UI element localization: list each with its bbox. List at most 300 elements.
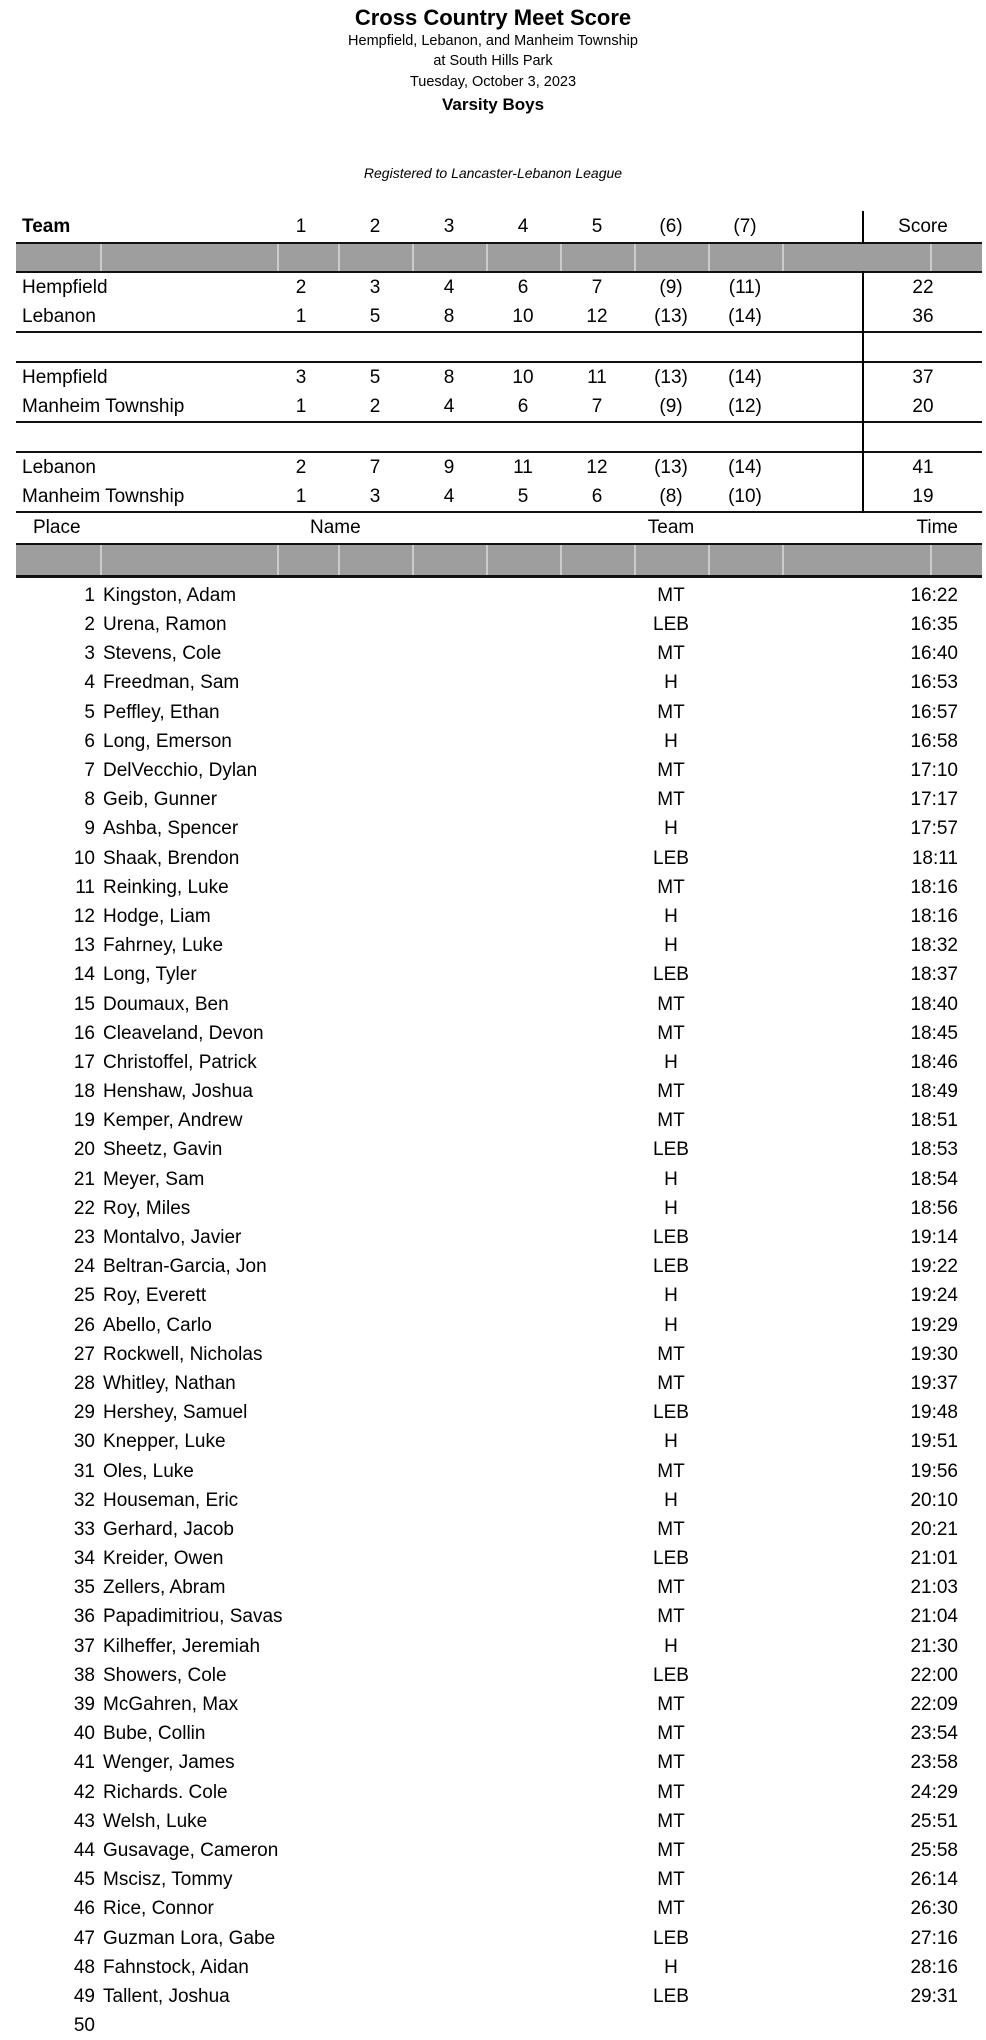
place-cell: 41 (73, 1752, 95, 1774)
runner-name-cell: Shaak, Brendon (103, 847, 240, 869)
place-number-cell: (8) (659, 485, 683, 507)
matchup-group (16, 363, 982, 421)
time-cell: 19:29 (910, 1314, 958, 1336)
result-row (16, 1019, 982, 1048)
place-number-header: (7) (733, 215, 757, 237)
band-cell-separator (277, 545, 279, 575)
runner-name-cell: Sheetz, Gavin (103, 1139, 223, 1161)
result-row (16, 1544, 982, 1573)
runner-name-cell: Hodge, Liam (103, 905, 211, 927)
place-number-cell: 11 (513, 456, 533, 478)
result-row (16, 1106, 982, 1135)
band-cell-separator (708, 244, 710, 271)
time-cell: 20:10 (910, 1489, 958, 1511)
runner-name-cell: Richards. Cole (103, 1781, 228, 1803)
runner-name-cell: Showers, Cole (103, 1664, 227, 1686)
place-number-cell: 7 (591, 395, 603, 417)
result-row (16, 581, 982, 610)
place-cell: 46 (73, 1898, 95, 1920)
band-cell-separator (930, 545, 932, 575)
place-cell: 40 (73, 1723, 95, 1745)
team-header-label: Team (22, 215, 71, 237)
band-cell-separator (100, 244, 102, 271)
runner-name-cell: Roy, Everett (103, 1285, 207, 1307)
place-number-cell: 8 (443, 305, 455, 327)
time-cell: 16:35 (910, 614, 958, 636)
time-cell: 19:30 (910, 1343, 958, 1365)
runner-name-cell: Doumaux, Ben (103, 993, 229, 1015)
team-score-cell: 36 (912, 305, 934, 327)
place-number-cell: 2 (295, 456, 307, 478)
team-abbrev-cell: LEB (653, 1927, 689, 1949)
result-row (16, 1865, 982, 1894)
result-row (16, 990, 982, 1019)
place-number-cell: 1 (295, 305, 307, 327)
runner-name-cell: Kemper, Andrew (103, 1110, 243, 1132)
team-abbrev-cell: MT (657, 701, 685, 723)
place-number-cell: 8 (443, 366, 455, 388)
result-row (16, 1661, 982, 1690)
result-row (16, 1894, 982, 1923)
runner-name-cell: Zellers, Abram (103, 1577, 226, 1599)
team-abbrev-cell: LEB (653, 1227, 689, 1249)
result-row (16, 1135, 982, 1164)
team-abbrev-cell: MT (657, 993, 685, 1015)
team-score-row (16, 302, 982, 331)
result-row (16, 1281, 982, 1310)
place-number-header: 1 (295, 215, 307, 237)
place-cell: 15 (73, 993, 95, 1015)
band-cell-separator (560, 244, 562, 271)
place-number-cell: (14) (728, 366, 762, 388)
meet-date-subtitle: Tuesday, October 3, 2023 (409, 73, 577, 90)
result-row (16, 2011, 982, 2040)
team-abbrev-cell: H (664, 1956, 678, 1978)
place-cell: 50 (73, 2015, 95, 2037)
band-cell-separator (782, 244, 784, 271)
registered-note: Registered to Lancaster-Lebanon League (363, 164, 623, 181)
result-row (16, 814, 982, 843)
team-score-row (16, 482, 982, 511)
team-name-cell: Lebanon (22, 456, 96, 478)
time-cell: 19:37 (910, 1372, 958, 1394)
place-cell: 5 (84, 701, 95, 723)
team-abbrev-cell: H (664, 1314, 678, 1336)
runner-name-cell: Cleaveland, Devon (103, 1022, 264, 1044)
team-abbrev-cell: MT (657, 1723, 685, 1745)
team-abbrev-cell: MT (657, 1781, 685, 1803)
place-number-cell: 3 (369, 276, 381, 298)
result-row (16, 756, 982, 785)
team-abbrev-cell: MT (657, 643, 685, 665)
team-score-cell: 22 (912, 276, 934, 298)
place-cell: 8 (84, 789, 95, 811)
result-row (16, 1194, 982, 1223)
place-cell: 1 (84, 584, 95, 606)
place-number-cell: 4 (443, 485, 455, 507)
place-cell: 24 (73, 1256, 95, 1278)
team-abbrev-cell: H (664, 1489, 678, 1511)
time-cell: 24:29 (910, 1781, 958, 1803)
time-cell: 17:10 (910, 760, 958, 782)
result-row (16, 1719, 982, 1748)
runner-name-cell: Kreider, Owen (103, 1548, 224, 1570)
time-cell: 25:58 (910, 1839, 958, 1861)
team-score-row (16, 392, 982, 421)
meet-location-subtitle: at South Hills Park (433, 53, 553, 70)
team-abbrev-cell: H (664, 935, 678, 957)
time-cell: 18:56 (910, 1197, 958, 1219)
team-abbrev-cell: H (664, 905, 678, 927)
team-abbrev-cell: MT (657, 1898, 685, 1920)
place-cell: 2 (84, 614, 95, 636)
result-row (16, 1748, 982, 1777)
place-cell: 39 (73, 1694, 95, 1716)
place-cell: 9 (84, 818, 95, 840)
band-cell-separator (338, 545, 340, 575)
time-cell: 19:51 (910, 1431, 958, 1453)
team-abbrev-cell: LEB (653, 1664, 689, 1686)
runner-name-cell: Henshaw, Joshua (103, 1081, 253, 1103)
team-abbrev-cell: MT (657, 789, 685, 811)
place-number-cell: 6 (517, 276, 529, 298)
team-name-cell: Hempfield (22, 276, 108, 298)
place-cell: 42 (73, 1781, 95, 1803)
place-number-cell: (14) (728, 305, 762, 327)
time-cell: 29:31 (910, 1985, 958, 2007)
place-cell: 33 (73, 1518, 95, 1540)
place-number-cell: 1 (295, 395, 307, 417)
time-cell: 18:37 (910, 964, 958, 986)
place-cell: 29 (73, 1402, 95, 1424)
result-row (16, 1632, 982, 1661)
time-cell: 18:54 (910, 1168, 958, 1190)
team-score-cell: 19 (912, 485, 934, 507)
place-cell: 28 (73, 1372, 95, 1394)
time-cell: 18:46 (910, 1051, 958, 1073)
place-cell: 43 (73, 1810, 95, 1832)
place-cell: 20 (73, 1139, 95, 1161)
runner-name-cell: Houseman, Eric (103, 1489, 239, 1511)
result-row (16, 727, 982, 756)
runner-name-cell: Whitley, Nathan (103, 1372, 236, 1394)
time-cell: 23:54 (910, 1723, 958, 1745)
place-cell: 32 (73, 1489, 95, 1511)
time-cell: 19:22 (910, 1256, 958, 1278)
place-cell: 38 (73, 1664, 95, 1686)
runner-name-cell: Beltran-Garcia, Jon (103, 1256, 267, 1278)
place-number-cell: 9 (443, 456, 455, 478)
team-abbrev-cell: MT (657, 1372, 685, 1394)
spacer-row (16, 423, 982, 451)
place-number-cell: 3 (295, 366, 307, 388)
result-row (16, 639, 982, 668)
team-abbrev-cell: MT (657, 1869, 685, 1891)
result-row (16, 1573, 982, 1602)
team-abbrev-cell: LEB (653, 1985, 689, 2007)
runner-name-cell: Christoffel, Patrick (103, 1051, 257, 1073)
band-cell-separator (338, 244, 340, 271)
band-cell-separator (486, 545, 488, 575)
runner-name-cell: Reinking, Luke (103, 876, 229, 898)
place-number-cell: (9) (659, 395, 683, 417)
place-cell: 7 (84, 760, 95, 782)
band-cell-separator (100, 545, 102, 575)
time-cell: 22:09 (910, 1694, 958, 1716)
team-table-header-row (16, 211, 982, 242)
time-cell: 23:58 (910, 1752, 958, 1774)
time-cell: 21:30 (910, 1635, 958, 1657)
team-score-row (16, 273, 982, 302)
team-abbrev-cell: LEB (653, 1256, 689, 1278)
place-cell: 27 (73, 1343, 95, 1365)
place-number-cell: 12 (586, 456, 608, 478)
place-cell: 12 (73, 905, 95, 927)
team-abbrev-cell: MT (657, 584, 685, 606)
team-abbrev-cell: LEB (653, 847, 689, 869)
place-number-cell: (11) (728, 276, 762, 298)
place-number-cell: 3 (369, 485, 381, 507)
place-number-cell: 4 (443, 395, 455, 417)
team-abbrev-cell: H (664, 730, 678, 752)
place-cell: 31 (73, 1460, 95, 1482)
runner-name-cell: Rice, Connor (103, 1898, 214, 1920)
team-column-header: Team (647, 516, 695, 538)
result-row (16, 1924, 982, 1953)
place-cell: 25 (73, 1285, 95, 1307)
team-abbrev-cell: H (664, 1635, 678, 1657)
band-cell-separator (634, 244, 636, 271)
runner-name-cell: Geib, Gunner (103, 789, 218, 811)
place-number-cell: 5 (517, 485, 529, 507)
time-cell: 19:14 (910, 1227, 958, 1249)
runner-name-cell: Bube, Collin (103, 1723, 206, 1745)
place-cell: 48 (73, 1956, 95, 1978)
result-row (16, 1048, 982, 1077)
runner-name-cell: Long, Tyler (103, 964, 197, 986)
place-cell: 35 (73, 1577, 95, 1599)
spacer-row (16, 333, 982, 361)
report-header (0, 0, 986, 116)
place-number-cell: 6 (517, 395, 529, 417)
result-row (16, 785, 982, 814)
result-row (16, 931, 982, 960)
team-name-cell: Manheim Township (22, 395, 185, 417)
place-cell: 17 (73, 1051, 95, 1073)
runner-name-cell: Rockwell, Nicholas (103, 1343, 263, 1365)
place-number-cell: (12) (728, 395, 762, 417)
time-cell: 16:40 (910, 643, 958, 665)
result-row (16, 1223, 982, 1252)
time-cell: 21:04 (910, 1606, 958, 1628)
place-cell: 34 (73, 1548, 95, 1570)
place-cell: 49 (73, 1985, 95, 2007)
team-abbrev-cell: H (664, 1431, 678, 1453)
place-number-cell: 10 (512, 305, 534, 327)
time-cell: 16:22 (910, 584, 958, 606)
time-column-header: Time (916, 516, 958, 538)
place-cell: 44 (73, 1839, 95, 1861)
team-name-cell: Manheim Township (22, 485, 185, 507)
place-cell: 3 (84, 643, 95, 665)
place-number-cell: 7 (591, 276, 603, 298)
result-row (16, 1427, 982, 1456)
time-cell: 25:51 (910, 1810, 958, 1832)
runner-name-cell: Stevens, Cole (103, 643, 222, 665)
result-row (16, 1311, 982, 1340)
team-score-row (16, 363, 982, 392)
runner-name-cell: Gerhard, Jacob (103, 1518, 234, 1540)
place-cell: 4 (84, 672, 95, 694)
team-abbrev-cell: H (664, 1285, 678, 1307)
time-cell: 18:51 (910, 1110, 958, 1132)
runner-name-cell: Kingston, Adam (103, 584, 237, 606)
runner-name-cell: Freedman, Sam (103, 672, 240, 694)
place-cell: 10 (73, 847, 95, 869)
team-abbrev-cell: H (664, 1051, 678, 1073)
division-title: Varsity Boys (441, 94, 545, 114)
result-row (16, 1077, 982, 1106)
team-score-cell: 37 (912, 366, 934, 388)
runner-name-cell: Mscisz, Tommy (103, 1869, 233, 1891)
place-number-cell: 5 (369, 366, 381, 388)
result-row (16, 1602, 982, 1631)
place-number-cell: (13) (654, 305, 688, 327)
place-number-cell: 2 (369, 395, 381, 417)
place-number-cell: 7 (369, 456, 381, 478)
time-cell: 26:14 (910, 1869, 958, 1891)
place-cell: 18 (73, 1081, 95, 1103)
time-cell: 20:21 (910, 1518, 958, 1540)
result-row (16, 698, 982, 727)
runner-name-cell: Roy, Miles (103, 1197, 191, 1219)
result-row (16, 1778, 982, 1807)
team-abbrev-cell: MT (657, 1081, 685, 1103)
place-column-header: Place (33, 516, 81, 538)
result-row (16, 902, 982, 931)
time-cell: 18:32 (910, 935, 958, 957)
band-cell-separator (930, 244, 932, 271)
team-abbrev-cell: H (664, 672, 678, 694)
place-cell: 11 (75, 876, 95, 898)
band-cell-separator (412, 244, 414, 271)
team-name-cell: Hempfield (22, 366, 108, 388)
place-number-cell: (10) (728, 485, 762, 507)
band-cell-separator (560, 545, 562, 575)
team-abbrev-cell: MT (657, 1694, 685, 1716)
place-cell: 36 (73, 1606, 95, 1628)
place-number-cell: (13) (654, 366, 688, 388)
runner-name-cell: Montalvo, Javier (103, 1227, 242, 1249)
result-row (16, 1340, 982, 1369)
place-number-header: 2 (369, 215, 381, 237)
band-cell-separator (708, 545, 710, 575)
score-header-label: Score (898, 215, 948, 237)
result-row (16, 1369, 982, 1398)
team-abbrev-cell: H (664, 1168, 678, 1190)
team-abbrev-cell: LEB (653, 1548, 689, 1570)
result-row (16, 1457, 982, 1486)
time-cell: 18:16 (910, 905, 958, 927)
meet-teams-subtitle: Hempfield, Lebanon, and Manheim Township (348, 33, 638, 49)
result-row (16, 1953, 982, 1982)
team-abbrev-cell: LEB (653, 614, 689, 636)
runner-name-cell: Wenger, James (103, 1752, 235, 1774)
team-abbrev-cell: LEB (653, 1402, 689, 1424)
place-number-cell: 6 (591, 485, 603, 507)
time-cell: 26:30 (910, 1898, 958, 1920)
place-cell: 30 (73, 1431, 95, 1453)
place-number-cell: 11 (587, 366, 607, 388)
team-score-table (16, 211, 982, 513)
result-row (16, 1836, 982, 1865)
time-cell: 16:53 (910, 672, 958, 694)
result-row (16, 1982, 982, 2011)
runner-name-cell: DelVecchio, Dylan (103, 760, 258, 782)
time-cell: 18:16 (910, 876, 958, 898)
place-number-header: 3 (443, 215, 455, 237)
band-cell-separator (634, 545, 636, 575)
result-row (16, 873, 982, 902)
runner-name-cell: Meyer, Sam (103, 1168, 205, 1190)
place-number-cell: (9) (659, 276, 683, 298)
runner-name-cell: Guzman Lora, Gabe (103, 1927, 276, 1949)
runner-name-cell: Oles, Luke (103, 1460, 194, 1482)
team-abbrev-cell: MT (657, 1577, 685, 1599)
place-cell: 22 (73, 1197, 95, 1219)
runner-name-cell: Fahnstock, Aidan (103, 1956, 249, 1978)
time-cell: 21:03 (910, 1577, 958, 1599)
time-cell: 17:17 (910, 789, 958, 811)
team-abbrev-cell: MT (657, 1810, 685, 1832)
runner-name-cell: Gusavage, Cameron (103, 1839, 279, 1861)
team-score-cell: 20 (912, 395, 934, 417)
team-abbrev-cell: MT (657, 1518, 685, 1540)
result-row (16, 1165, 982, 1194)
place-cell: 19 (73, 1110, 95, 1132)
runner-name-cell: Hershey, Samuel (103, 1402, 248, 1424)
time-cell: 27:16 (910, 1927, 958, 1949)
result-row (16, 960, 982, 989)
team-abbrev-cell: MT (657, 1110, 685, 1132)
runner-name-cell: Peffley, Ethan (103, 701, 220, 723)
place-number-cell: (13) (654, 456, 688, 478)
time-cell: 18:49 (910, 1081, 958, 1103)
band-cell-separator (412, 545, 414, 575)
team-abbrev-cell: H (664, 818, 678, 840)
team-score-row (16, 453, 982, 482)
gray-band (16, 244, 982, 271)
place-number-cell: (14) (728, 456, 762, 478)
runner-name-cell: Urena, Ramon (103, 614, 227, 636)
team-abbrev-cell: LEB (653, 1139, 689, 1161)
time-cell: 21:01 (910, 1548, 958, 1570)
time-cell: 28:16 (910, 1956, 958, 1978)
page-title: Cross Country Meet Score (354, 5, 632, 30)
team-abbrev-cell: MT (657, 1022, 685, 1044)
place-cell: 45 (73, 1869, 95, 1891)
time-cell: 16:57 (910, 701, 958, 723)
time-cell: 19:56 (910, 1460, 958, 1482)
result-row (16, 610, 982, 639)
matchup-group (16, 453, 982, 511)
team-abbrev-cell: MT (657, 876, 685, 898)
result-row (16, 1807, 982, 1836)
place-number-header: (6) (659, 215, 683, 237)
runner-name-cell: Welsh, Luke (103, 1810, 208, 1832)
team-abbrev-cell: MT (657, 1752, 685, 1774)
time-cell: 18:45 (910, 1022, 958, 1044)
